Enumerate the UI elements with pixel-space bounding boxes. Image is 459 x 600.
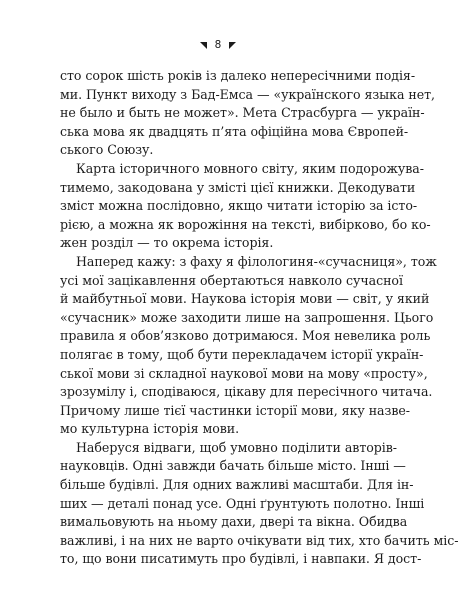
page-header: [0, 38, 436, 52]
text-line: правила я обов’язково дотримаюся. Моя невелика роль: [60, 328, 431, 344]
text-line: усі мої зацікавлення обертаються навколо сучасної: [60, 272, 403, 288]
text-line: Карта історичного мовного світу, яким подорожува-: [76, 160, 424, 176]
text-line: науковців. Одні завжди бачать більше місто. Інші —: [60, 458, 406, 474]
page-number: 8: [214, 39, 222, 51]
text-line: жен розділ — то окрема історія.: [60, 235, 274, 251]
text-line: Наперед кажу: з фаху я філологиня-«сучасниця», тож: [76, 253, 437, 269]
paragraph-4: [60, 439, 459, 569]
text-line: полягає в тому, щоб бути перекладачем історії україн-: [60, 346, 424, 362]
text-line: рією, а можна як ворожіння на тексті, вибірково, бо ко-: [60, 216, 431, 232]
corner-mark-left-icon: [200, 42, 207, 49]
text-line: вимальовують на ньому дахи, двері та вікна. Обидва: [60, 514, 408, 530]
text-line: ської мови зі складної наукової мови на мову «просту»,: [60, 365, 428, 381]
paragraph-2: [60, 160, 431, 253]
text-line: ми. Пункт виходу з Бад-Емса — «украïнского языка нет,: [60, 86, 436, 102]
corner-mark-right-icon: [229, 42, 236, 49]
text-line: Наберуся відваги, щоб умовно поділити авторів-: [76, 439, 397, 455]
text-line: Причому лише тієї частинки історії мови, яку назве-: [60, 402, 410, 418]
text-line: не было и быть не может». Мета Страсбурга — україн-: [60, 105, 425, 121]
text-line: тимемо, закодована у змісті цієї книжки. Декодувати: [60, 179, 416, 195]
text-line: ського Союзу.: [60, 142, 154, 158]
text-line: ших — деталі понад усе. Одні ґрунтують полотно. Інші: [60, 495, 425, 511]
text-line: мо культурна історія мови.: [60, 421, 240, 437]
body-text: [60, 67, 459, 569]
text-line: ська мова як двадцять п’ята офіційна мова Європей-: [60, 123, 409, 139]
text-line: зміст можна послідовно, якщо читати історію за істо-: [60, 198, 418, 214]
paragraph-1: [60, 67, 436, 160]
text-line: важливі, і на них не варто очікувати від тих, хто бачить міс-: [60, 532, 459, 548]
text-line: то, що вони писатимуть про будівлі, і навпаки. Я дост-: [60, 551, 422, 567]
paragraph-3: [60, 253, 437, 439]
text-line: більше будівлі. Для одних важливі масштаби. Для ін-: [60, 477, 414, 493]
text-line: й майбутньої мови. Наукова історія мови — світ, у який: [60, 291, 430, 307]
text-line: сто сорок шість років із далеко непересічними подія-: [60, 68, 416, 83]
text-line: зрозумілу і, сподіваюся, цікаву для пересічного читача.: [60, 384, 433, 400]
text-line: «сучасник» може заходити лише на запрошення. Цього: [60, 309, 434, 325]
